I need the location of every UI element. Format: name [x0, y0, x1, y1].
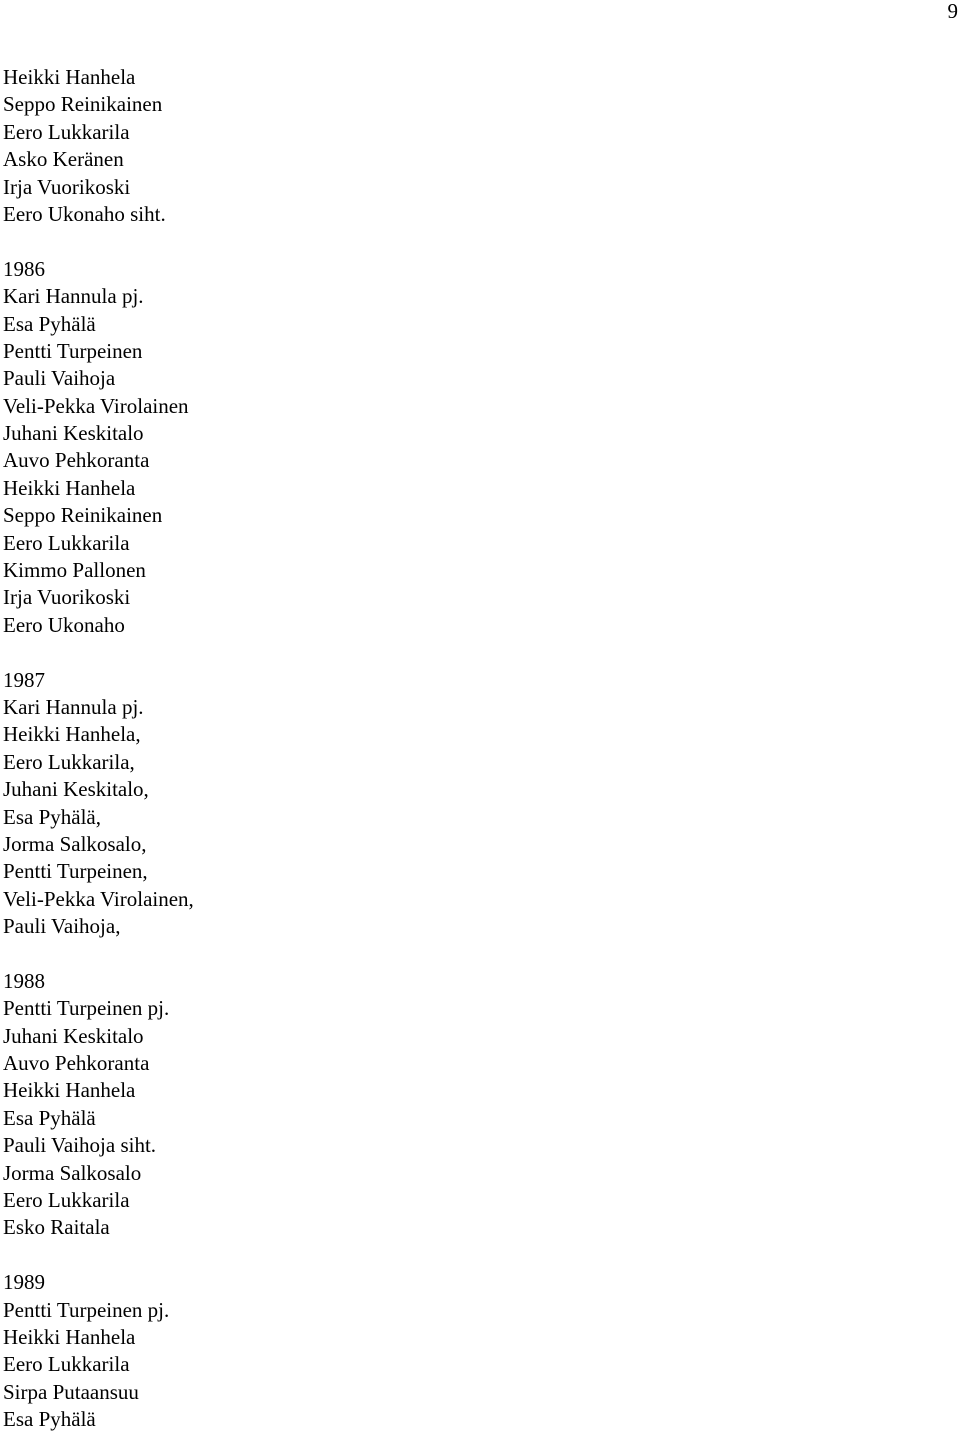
list-item: Irja Vuorikoski	[3, 174, 131, 199]
list-item: Pauli Vaihoja siht.	[3, 1133, 157, 1158]
list-item: Eero Lukkarila,	[3, 749, 135, 774]
list-item: Kari Hannula pj.	[3, 694, 144, 719]
list-item: Eero Lukkarila	[3, 1188, 130, 1213]
year-heading: 1989	[3, 1270, 45, 1295]
list-item: Esa Pyhälä,	[3, 804, 101, 829]
section-1989	[3, 1269, 903, 1433]
list-item: Auvo Pehkoranta	[3, 1051, 150, 1076]
page-number: 9	[947, 0, 958, 23]
member-list	[3, 64, 903, 1434]
section-1985-continued	[3, 64, 903, 228]
list-item: Esa Pyhälä	[3, 311, 96, 336]
list-item: Pentti Turpeinen pj.	[3, 996, 170, 1021]
list-item: Esko Raitala	[3, 1215, 110, 1240]
list-item: Pentti Turpeinen,	[3, 859, 148, 884]
list-item: Heikki Hanhela,	[3, 722, 141, 747]
list-item: Seppo Reinikainen	[3, 503, 163, 528]
spacer	[3, 1242, 903, 1269]
list-item: Irja Vuorikoski	[3, 585, 131, 610]
spacer	[3, 639, 903, 666]
list-item: Heikki Hanhela	[3, 1078, 136, 1103]
list-item: Eero Ukonaho siht.	[3, 201, 166, 226]
list-item: Juhani Keskitalo	[3, 421, 144, 446]
section-1988	[3, 968, 903, 1242]
list-item: Pauli Vaihoja	[3, 366, 116, 391]
list-item: Heikki Hanhela	[3, 475, 136, 500]
list-item: Heikki Hanhela	[3, 1324, 136, 1349]
list-item: Veli-Pekka Virolainen,	[3, 886, 194, 911]
list-item: Jorma Salkosalo,	[3, 831, 147, 856]
section-1987	[3, 667, 903, 941]
list-item: Juhani Keskitalo	[3, 1023, 144, 1048]
year-heading: 1988	[3, 968, 45, 993]
list-item: Auvo Pehkoranta	[3, 448, 150, 473]
list-item: Eero Ukonaho	[3, 612, 125, 637]
spacer	[3, 228, 903, 255]
list-item: Seppo Reinikainen	[3, 92, 163, 117]
list-item: Asko Keränen	[3, 147, 124, 172]
list-item: Kari Hannula pj.	[3, 284, 144, 309]
list-item: Eero Lukkarila	[3, 1352, 130, 1377]
year-heading: 1986	[3, 256, 45, 281]
list-item: Eero Lukkarila	[3, 530, 130, 555]
list-item: Pentti Turpeinen	[3, 338, 143, 363]
list-item: Eero Lukkarila	[3, 119, 130, 144]
list-item: Jorma Salkosalo	[3, 1160, 142, 1185]
list-item: Veli-Pekka Virolainen	[3, 393, 189, 418]
list-item: Sirpa Putaansuu	[3, 1379, 139, 1404]
list-item: Esa Pyhälä	[3, 1407, 96, 1432]
list-item: Pentti Turpeinen pj.	[3, 1297, 170, 1322]
list-item: Kimmo Pallonen	[3, 558, 146, 583]
year-heading: 1987	[3, 667, 45, 692]
list-item: Heikki Hanhela	[3, 65, 136, 89]
section-1986	[3, 256, 903, 639]
list-item: Esa Pyhälä	[3, 1105, 96, 1130]
list-item: Juhani Keskitalo,	[3, 777, 149, 802]
list-item: Pauli Vaihoja,	[3, 914, 121, 939]
spacer	[3, 941, 903, 968]
